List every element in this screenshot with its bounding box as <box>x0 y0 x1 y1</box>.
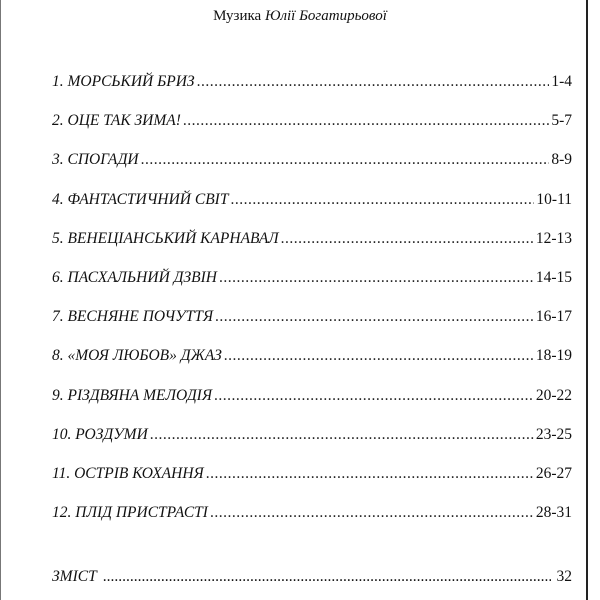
toc-pages: 26-27 <box>535 464 572 482</box>
dot-leader <box>206 465 534 483</box>
toc-pages: 8-9 <box>551 151 572 169</box>
toc-title: 3. СПОГАДИ <box>52 151 139 169</box>
dot-leader <box>141 151 550 169</box>
dot-leader <box>230 191 534 209</box>
toc-title: 7. ВЕСНЯНЕ ПОЧУТТЯ <box>52 308 214 326</box>
toc-entry <box>52 504 572 543</box>
toc-entry <box>52 347 572 386</box>
toc-pages: 5-7 <box>551 112 572 130</box>
toc-entry <box>52 151 572 190</box>
table-of-contents <box>52 73 572 543</box>
dot-leader <box>210 504 534 522</box>
toc-entry <box>52 191 572 230</box>
dot-leader <box>281 230 534 248</box>
toc-title: 6. ПАСХАЛЬНИЙ ДЗВІН <box>52 268 217 286</box>
dot-leader <box>215 308 534 326</box>
toc-pages: 1-4 <box>551 73 572 90</box>
toc-pages: 12-13 <box>535 229 572 247</box>
dot-leader <box>103 568 551 586</box>
toc-entry <box>52 387 572 426</box>
dot-leader <box>150 426 534 444</box>
toc-title: 10. РОЗДУМИ <box>52 425 148 443</box>
toc-entry <box>52 230 572 269</box>
dot-leader <box>214 387 534 405</box>
header-prefix: Музика <box>213 8 262 24</box>
contents-title: ЗМІСТ <box>52 568 97 585</box>
toc-pages: 18-19 <box>535 347 572 365</box>
contents-pages: 32 <box>556 568 572 585</box>
toc-title: 2. ОЦЕ ТАК ЗИМА! <box>52 112 181 130</box>
toc-entry <box>52 465 572 504</box>
toc-title: 5. ВЕНЕЦІАНСЬКИЙ КАРНАВАЛ <box>52 229 279 247</box>
composer-header <box>0 8 600 25</box>
toc-pages: 28-31 <box>535 504 572 522</box>
toc-title: 9. РІЗДВЯНА МЕЛОДІЯ <box>52 386 213 404</box>
dot-leader <box>224 347 534 365</box>
toc-pages: 16-17 <box>535 308 572 326</box>
toc-entry <box>52 426 572 465</box>
toc-pages: 14-15 <box>535 268 572 286</box>
toc-entry <box>52 269 572 308</box>
toc-title: 4. ФАНТАСТИЧНИЙ СВІТ <box>52 190 229 208</box>
toc-entry <box>52 308 572 347</box>
toc-title: 11. ОСТРІВ КОХАННЯ <box>52 464 204 482</box>
toc-title: 8. «МОЯ ЛЮБОВ» ДЖАЗ <box>52 347 222 365</box>
toc-title: 1. МОРСЬКИЙ БРИЗ <box>52 73 195 90</box>
toc-pages: 23-25 <box>535 425 572 443</box>
toc-pages: 10-11 <box>536 190 572 208</box>
composer-name: Юлії Богатирьової <box>264 8 387 24</box>
toc-entry <box>52 112 572 151</box>
dot-leader <box>219 269 534 287</box>
toc-entry <box>52 73 572 112</box>
dot-leader <box>197 73 550 91</box>
dot-leader <box>183 112 549 130</box>
contents-entry <box>52 568 572 586</box>
toc-pages: 20-22 <box>535 386 572 404</box>
toc-title: 12. ПЛІД ПРИСТРАСТІ <box>52 504 208 522</box>
